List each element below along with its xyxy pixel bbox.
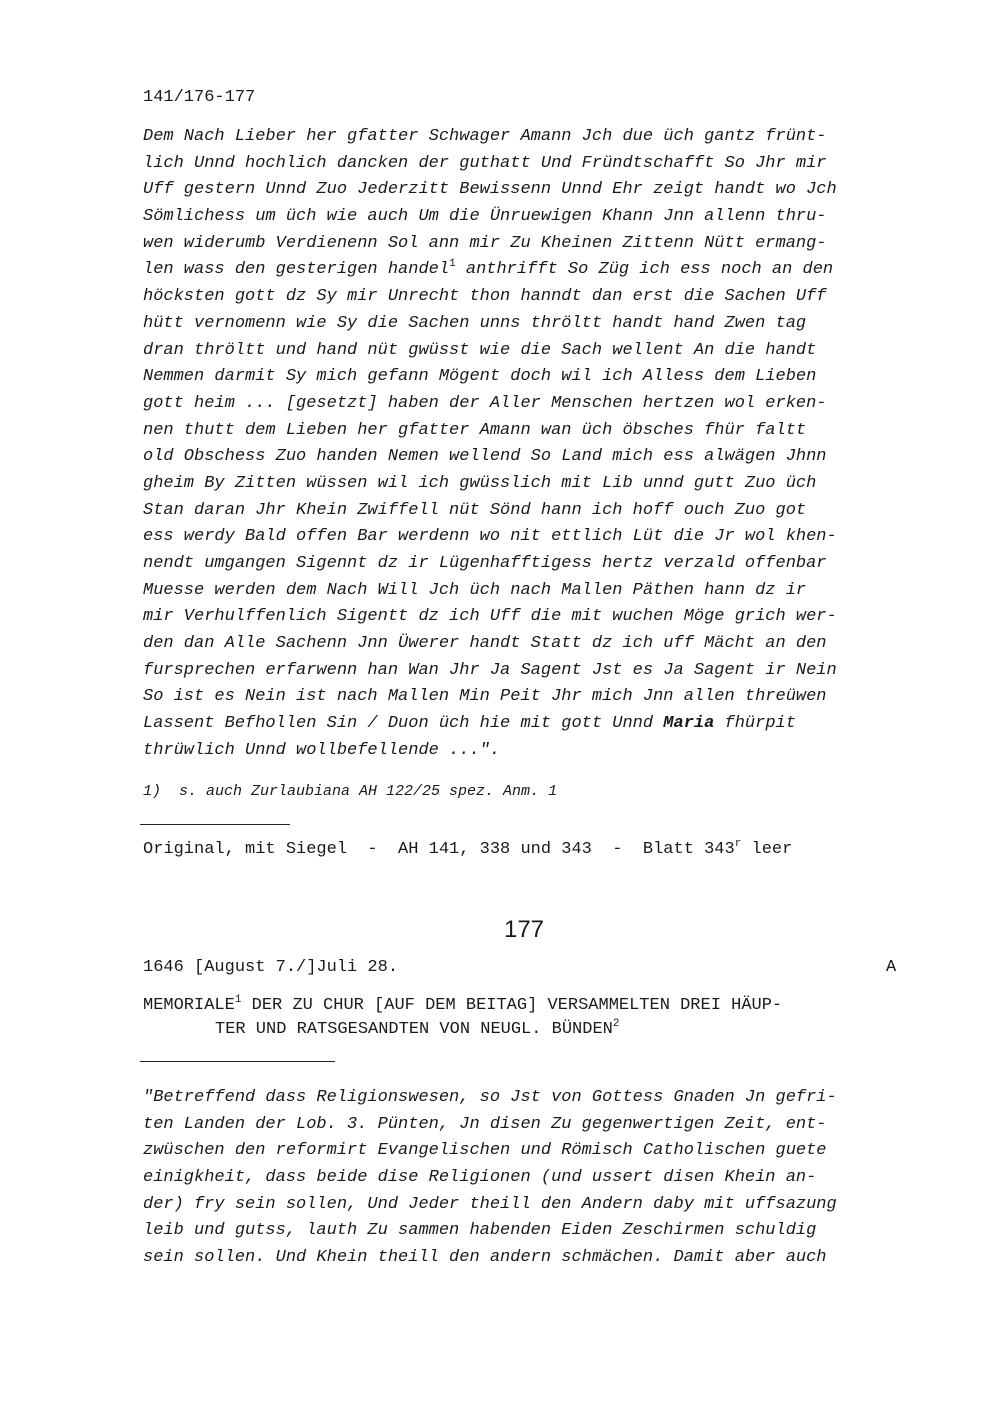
memorial-line: sein sollen. Und Khein theill den andern schmächen. Damit aber auch [143, 1248, 827, 1268]
letter-line: Muesse werden dem Nach Will Jch üch nach Mallen Päthen hann dz ir [143, 580, 807, 600]
letter-line: Stan daran Jhr Khein Zwiffell nüt Sönd hann ich hoff ouch Zuo got [143, 500, 807, 520]
letter-line: dran thröltt und hand nüt gwüsst wie die Sach wellent An die handt [143, 340, 817, 360]
footnote: 1) s. auch Zurlaubiana AH 122/25 spez. Anm. 1 [143, 783, 558, 800]
document-heading [143, 994, 923, 1042]
letter-line-text: fhürpit [714, 714, 796, 734]
memorial-line: zwüschen den reformirt Evangelischen und Römisch Catholischen guete [143, 1141, 827, 1161]
source-superscript: r [734, 838, 742, 850]
heading-text: DER ZU CHUR [AUF DEM BEITAG] VERSAMMELTEN DREI HÄUP- [241, 996, 783, 1015]
footnote-marker: 1 [234, 994, 242, 1006]
letter-line: ess werdy Bald offen Bar werdenn wo nit ettlich Lüt die Jr wol khen- [143, 527, 837, 547]
letter-line-text: len wass den gesterigen handel [143, 260, 450, 280]
letter-line: gheim By Zitten wüssen wil ich gwüsslich mit Lib unnd gutt Zuo üch [143, 473, 817, 493]
letter-line: gott heim ... [gesetzt] haben der Aller Menschen hertzen wol erken- [143, 393, 827, 413]
memorial-line: einigkheit, dass beide dise Religionen (und ussert disen Khein an- [143, 1168, 817, 1188]
letter-line-text: anthrifft So Züg ich ess noch an den [455, 260, 834, 280]
separator-line [140, 1061, 335, 1062]
emphasized-name: Maria [663, 714, 715, 734]
memorial-line: leib und gutss, lauth Zu sammen habenden Eiden Zeschirmen schuldig [143, 1221, 817, 1241]
document-date: 1646 [August 7./]Juli 28. [143, 958, 399, 977]
letter-line: fursprechen erfarwenn han Wan Jhr Ja Sagent Jst es Ja Sagent ir Nein [143, 660, 837, 680]
letter-line: hütt vernomenn wie Sy die Sachen unns thröltt handt hand Zwen tag [143, 313, 807, 333]
memorial-line: "Betreffend dass Religionswesen, so Jst von Gottess Gnaden Jn gefri- [143, 1088, 837, 1107]
letter-line: den dan Alle Sachenn Jnn Üwerer handt Statt dz ich uff Mächt an den [143, 634, 827, 654]
source-note-end: leer [741, 840, 793, 859]
letter-line: Dem Nach Lieber her gfatter Schwager Amann Jch due üch gantz frünt- [143, 127, 827, 146]
source-note [143, 840, 792, 859]
letter-line: So ist es Nein ist nach Mallen Min Peit Jhr mich Jnn allen threüwen [143, 687, 827, 707]
source-note-text: Original, mit Siegel - AH 141, 338 und 343 - Blatt 343 [143, 840, 735, 859]
separator-line [140, 824, 290, 825]
letter-line-text: Lassent Befhollen Sin / Duon üch hie mit gott Unnd [143, 714, 664, 734]
classification-letter: A [886, 958, 897, 977]
letter-line: höcksten gott dz Sy mir Unrecht thon hanndt dan erst die Sachen Uff [143, 287, 827, 307]
letter-line: old Obschess Zuo handen Nemen wellend So Land mich ess alwägen Jhnn [143, 447, 827, 467]
letter-line: Nemmen darmit Sy mich gefann Mögent doch wil ich Alless dem Lieben [143, 367, 817, 387]
letter-line: nen thutt dem Lieben her gfatter Amann wan üch öbsches fhür faltt [143, 420, 807, 440]
footnote-marker: 2 [612, 1018, 620, 1030]
letter-line [143, 257, 913, 284]
letter-line [143, 711, 913, 738]
memorial-text [143, 1085, 923, 1272]
letter-line: lich Unnd hochlich dancken der guthatt Und Fründtschafft So Jhr mir [143, 153, 827, 173]
letter-line: nendt umgangen Sigennt dz ir Lügenhafftigess hertz verzald offenbar [143, 554, 827, 573]
letter-line: Uff gestern Unnd Zuo Jederzitt Bewissenn Unnd Ehr zeigt handt wo Jch [143, 180, 837, 200]
document-reference: 141/176-177 [143, 88, 256, 107]
footnote-marker: 1 [449, 258, 456, 271]
heading-line [143, 1018, 923, 1042]
heading-line [143, 994, 923, 1018]
letter-line: thrüwlich Unnd wollbefellende ...". [143, 740, 501, 760]
letter-text [143, 124, 913, 765]
letter-line: wen widerumb Verdienenn Sol ann mir Zu Kheinen Zittenn Nütt ermang- [143, 233, 827, 253]
letter-line: mir Verhulffenlich Sigentt dz ich Uff die mit wuchen Möge grich wer- [143, 607, 837, 627]
heading-text: MEMORIALE [143, 996, 235, 1015]
document-number: 177 [503, 916, 545, 943]
memorial-line: der) fry sein sollen, Und Jeder theill den Andern daby mit uffsazung [143, 1194, 837, 1214]
letter-line: Sömlichess um üch wie auch Um die Ünruewigen Khann Jnn allenn thru- [143, 207, 827, 227]
memorial-line: ten Landen der Lob. 3. Pünten, Jn disen Zu gegenwertigen Zeit, ent- [143, 1114, 827, 1134]
heading-text: TER UND RATSGESANDTEN VON NEUGL. BÜNDEN [215, 1020, 613, 1039]
